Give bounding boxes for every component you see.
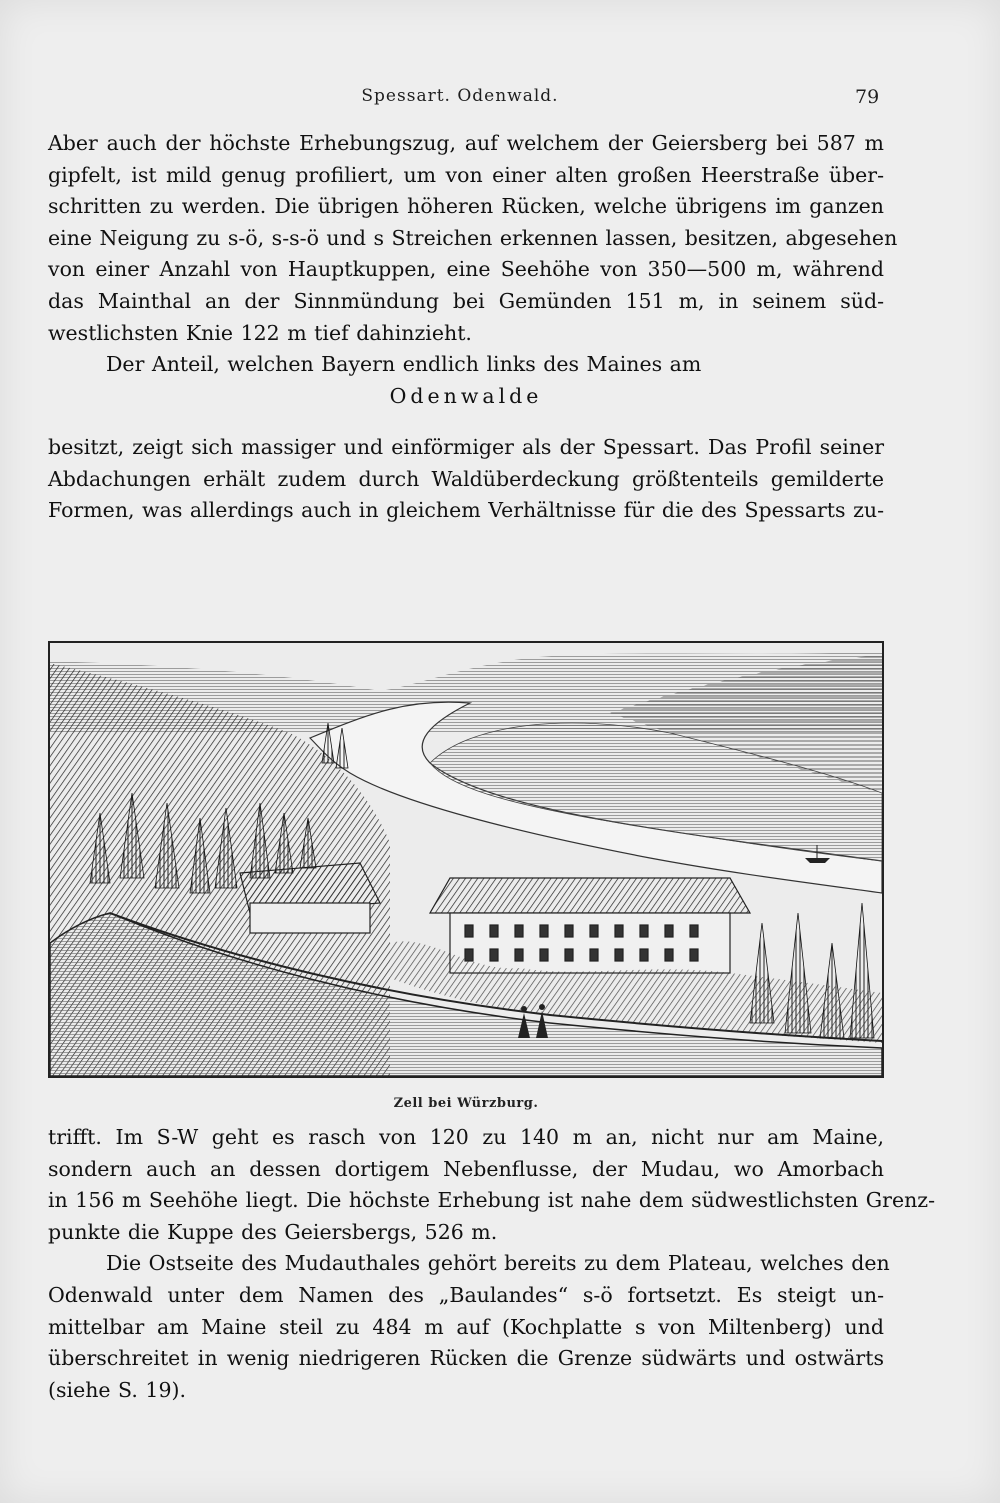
running-title: Spessart. Odenwald. [361,86,559,106]
text-block-bottom [48,1122,936,1406]
page-number: 79 [855,86,880,108]
text-line: trifft. Im S-W geht es rasch von 120 zu 140 m an, nicht nur am Maine, [48,1125,884,1149]
text-block-middle [48,432,884,527]
text-line: (siehe S. 19). [48,1377,187,1402]
text-line: Formen, was allerdings auch in gleichem Verhältnisse für die des Spessarts zu- [48,498,885,523]
text-line: schritten zu werden. Die übrigen höheren Rücken, welche übrigens im ganzen [48,194,884,219]
text-line: gipfelt, ist mild genug profiliert, um von einer alten großen Heerstraße über- [48,162,884,187]
text-line: punkte die Kuppe des Geiersbergs, 526 m. [48,1219,498,1244]
text-block-top [48,128,898,412]
text-line: Die Ostseite des Mudauthales gehört bereits zu dem Plateau, welches den [106,1251,890,1276]
landscape-engraving [50,643,882,1076]
text-line: Odenwald unter dem Namen des „Baulandes“ s-ö fortsetzt. Es steigt un- [48,1282,884,1307]
text-line: Der Anteil, welchen Bayern endlich links des Maines am [106,352,702,377]
text-line: von einer Anzahl von Hauptkuppen, eine Seehöhe von 350—500 m, während [48,257,884,282]
text-line: sondern auch an dessen dortigem Nebenflusse, der Mudau, wo Amorbach [48,1156,884,1181]
text-line: überschreitet in wenig niedrigeren Rücken die Grenze südwärts und ostwärts [48,1346,884,1371]
section-heading: Odenwalde [389,383,543,408]
text-line: Abdachungen erhält zudem durch Waldüberdeckung größtenteils gemilderte [48,466,884,491]
text-line: Aber auch der höchste Erhebungszug, auf welchem der Geiersberg bei 587 m [48,131,884,155]
text-line: besitzt, zeigt sich massiger und einförmiger als der Spessart. Das Profil seiner [48,435,884,459]
text-line: in 156 m Seehöhe liegt. Die höchste Erhebung ist nahe dem südwestlichsten Grenz- [48,1188,936,1213]
text-line: westlichsten Knie 122 m tief dahinzieht. [48,320,472,345]
text-line: das Mainthal an der Sinnmündung bei Gemünden 151 m, in seinem süd- [48,288,884,313]
illustration-caption: Zell bei Würzburg. [393,1096,539,1111]
text-line: eine Neigung zu s-ö, s-s-ö und s Streichen erkennen lassen, besitzen, abgesehen [48,225,898,250]
engraving-illustration [48,641,884,1078]
text-line: mittelbar am Maine steil zu 484 m auf (Kochplatte s von Miltenberg) und [48,1314,884,1339]
